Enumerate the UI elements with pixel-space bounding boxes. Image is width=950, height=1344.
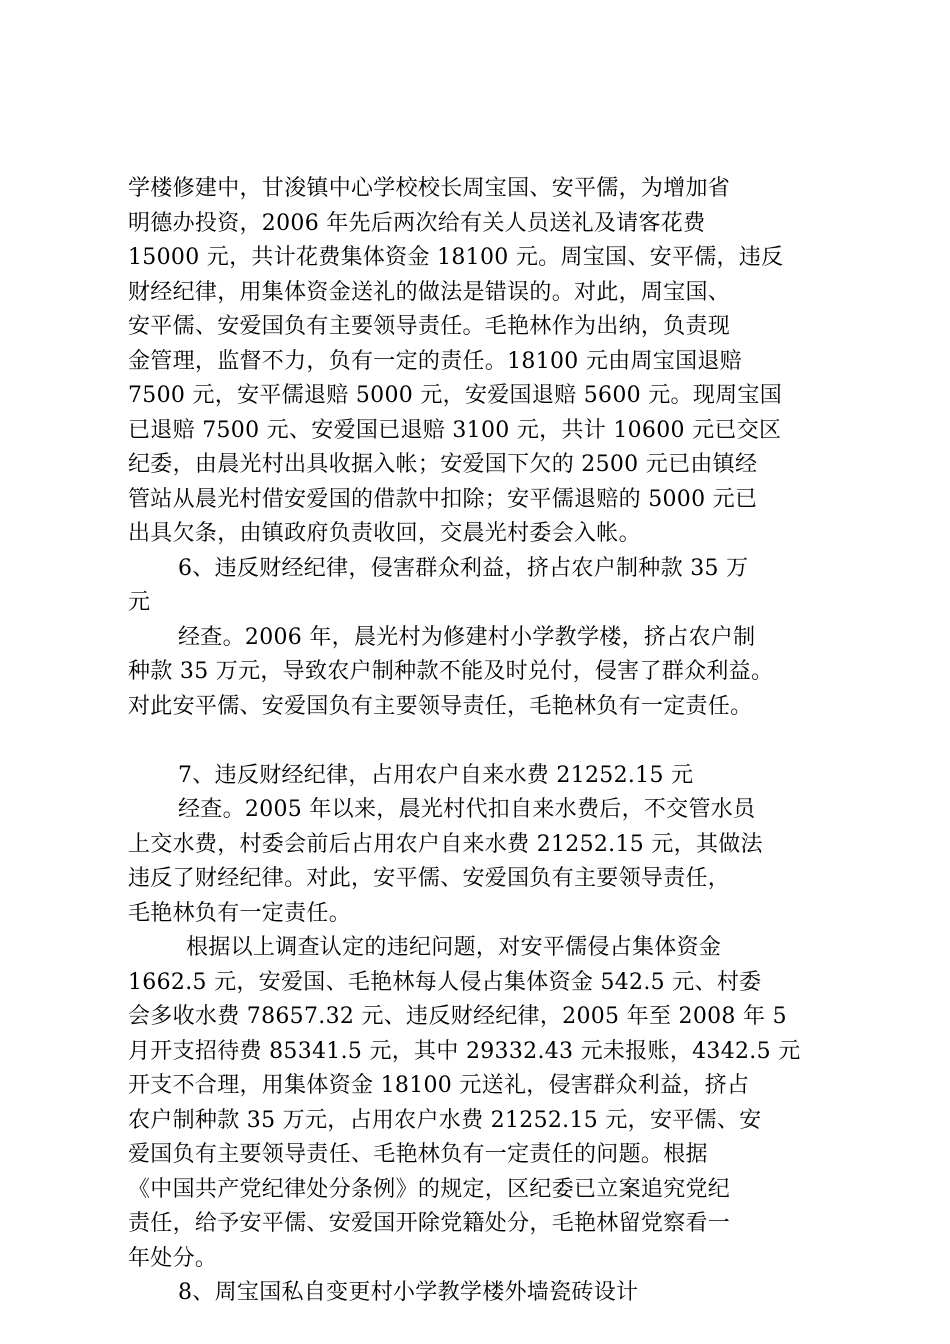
paragraph-line: 毛艳林负有一定责任。 <box>128 900 352 926</box>
paragraph-line: 《中国共产党纪律处分条例》的规定，区纪委已立案追究党纪 <box>128 1176 731 1202</box>
paragraph-line: 根据以上调查认定的违纪问题，对安平儒侵占集体资金 <box>186 935 722 960</box>
paragraph-line: 出具欠条，由镇政府负责收回，交晨光村委会入帐。 <box>128 521 641 546</box>
section-heading-7: 7、违反财经纪律，占用农户自来水费 21252.15 元 <box>178 762 694 788</box>
paragraph-line: 金管理，监督不力，负有一定的责任。18100 元由周宝国退赔 <box>128 348 742 374</box>
paragraph-line: 上交水费，村委会前后占用农户自来水费 21252.15 元，其做法 <box>128 831 763 857</box>
paragraph-line: 种款 35 万元，导致农户制种款不能及时兑付，侵害了群众利益。 <box>128 659 774 684</box>
paragraph-line: 1662.5 元，安爱国、毛艳林每人侵占集体资金 542.5 元、村委 <box>128 969 762 995</box>
paragraph-line: 经查。2005 年以来，晨光村代扣自来水费后，不交管水员 <box>178 797 756 822</box>
paragraph-line: 月开支招待费 85341.5 元，其中 29332.43 元未报账，4342.5 元 <box>128 1038 801 1064</box>
paragraph-line: 学楼修建中，甘浚镇中心学校校长周宝国、安平儒，为增加省 <box>128 176 731 201</box>
paragraph-line: 爱国负有主要领导责任、毛艳林负有一定责任的问题。根据 <box>128 1142 708 1167</box>
paragraph-line: 经查。2006 年，晨光村为修建村小学教学楼，挤占农户制 <box>178 624 756 650</box>
paragraph-line: 责任，给予安平儒、安爱国开除党籍处分，毛艳林留党察看一 <box>128 1211 731 1236</box>
paragraph-line: 农户制种款 35 万元，占用农户水费 21252.15 元，安平儒、安 <box>128 1107 762 1133</box>
document-body <box>128 172 858 1311</box>
paragraph-line: 年处分。 <box>128 1245 218 1271</box>
paragraph-line: 15000 元，共计花费集体资金 18100 元。周宝国、安平儒，违反 <box>128 245 784 270</box>
blank-line <box>128 724 858 759</box>
paragraph-line: 7500 元，安平儒退赔 5000 元，安爱国退赔 5600 元。现周宝国 <box>128 383 783 408</box>
section-heading-6-continued: 元 <box>128 590 151 615</box>
paragraph-line: 会多收水费 78657.32 元、违反财经纪律，2005 年至 2008 年 5 <box>128 1004 787 1029</box>
paragraph-line: 财经纪律，用集体资金送礼的做法是错误的。对此，周宝国、 <box>128 279 731 305</box>
paragraph-line: 明德办投资，2006 年先后两次给有关人员送礼及请客花费 <box>128 210 706 236</box>
paragraph-line: 已退赔 7500 元、安爱国已退赔 3100 元，共计 10600 元已交区 <box>128 417 782 443</box>
paragraph-line: 违反了财经纪律。对此，安平儒、安爱国负有主要领导责任， <box>128 866 731 891</box>
paragraph-line: 纪委，由晨光村出具收据入帐；安爱国下欠的 2500 元已由镇经 <box>128 452 758 477</box>
section-heading-6: 6、违反财经纪律，侵害群众利益，挤占农户制种款 35 万 <box>178 555 749 581</box>
paragraph-line: 安平儒、安爱国负有主要领导责任。毛艳林作为出纳，负责现 <box>128 314 731 339</box>
paragraph-line: 开支不合理，用集体资金 18100 元送礼，侵害群众利益，挤占 <box>128 1073 750 1098</box>
section-heading-8: 8、周宝国私自变更村小学教学楼外墙瓷砖设计 <box>178 1280 639 1305</box>
paragraph-line: 管站从晨光村借安爱国的借款中扣除；安平儒退赔的 5000 元已 <box>128 486 758 512</box>
paragraph-line: 对此安平儒、安爱国负有主要领导责任，毛艳林负有一定责任。 <box>128 693 753 719</box>
